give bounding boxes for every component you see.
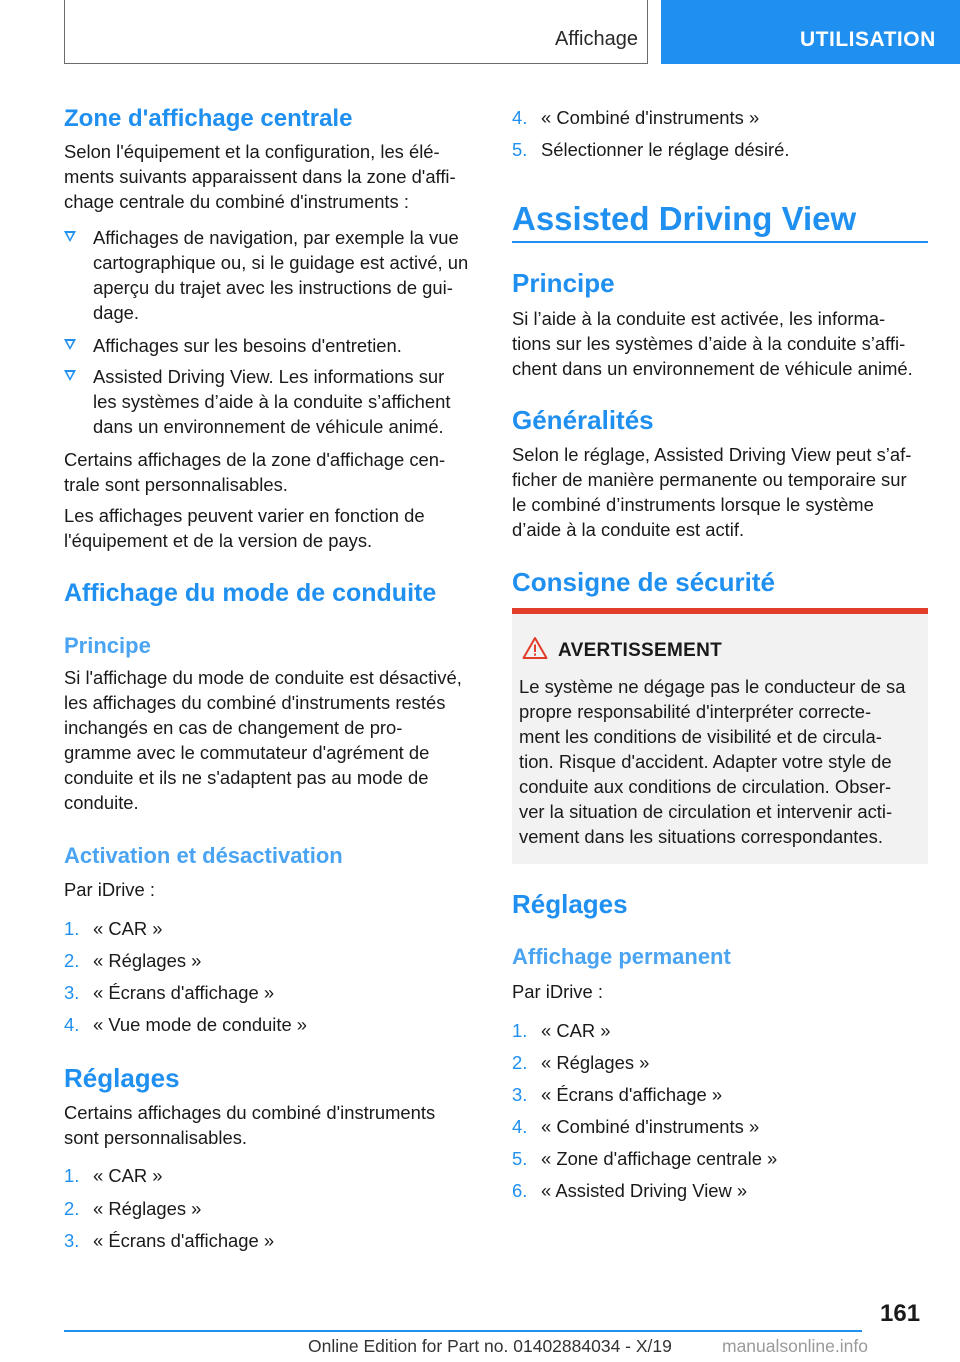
step-number: 1. (512, 1020, 528, 1041)
heading-principe: Principe (512, 268, 615, 298)
bullet-triangle-icon (64, 231, 76, 242)
paragraph-principe: Si l'affichage du mode de conduite est désactivé, les affichages du combiné d'instruments restés inchangés en cas de changement de pro- gramme avec le commutateur d'agrément de conduite et ils ne s'adaptent pas au mode de conduite. (64, 667, 462, 813)
list-item-text: Affichages sur les besoins d'entretien. (93, 335, 402, 356)
step-text: « CAR » (93, 1165, 163, 1186)
step-number: 4. (512, 107, 528, 128)
step-number: 3. (64, 982, 80, 1003)
step-number: 3. (512, 1084, 528, 1105)
list-item (512, 1018, 928, 1043)
step-number: 2. (512, 1052, 528, 1073)
step-text: « Écrans d'affichage » (93, 982, 275, 1003)
list-item (64, 948, 480, 973)
heading-generalites: Généralités (512, 405, 654, 435)
paragraph-zone: Selon l'équipement et la configuration, les élé- ments suivants apparaissent dans la zone d'affi- chage centrale du combiné d'instruments : (64, 141, 456, 212)
footer-edition: Online Edition for Part no. 01402884034 - X/19 (308, 1336, 672, 1356)
list-item (64, 225, 480, 325)
step-text: « Assisted Driving View » (541, 1180, 748, 1201)
step-text: Sélectionner le réglage désiré. (541, 139, 790, 160)
bullet-triangle-icon (64, 370, 76, 381)
warning-text: Le système ne dégage pas le conducteur de sa propre responsabilité d'interpréter correcte- ment les conditions de visibilité et de circula- tion. Risque d'accident. Adapter votre style de conduite aux conditions de circulation. Obser- ver la situation de circulation et intervenir acti- vement dans les situations correspondantes. (519, 676, 906, 847)
step-number: 6. (512, 1180, 528, 1201)
paragraph-generalites: Selon le réglage, Assisted Driving View peut s’af- ficher de manière permanente ou temporaire sur le combiné d’instruments lorsque le système d’aide à la conduite est actif. (512, 444, 912, 540)
step-number: 1. (64, 918, 80, 939)
heading-rule (512, 241, 928, 243)
paragraph-idrive: Par iDrive : (512, 981, 603, 1002)
list-item (64, 1163, 480, 1188)
warning-title: AVERTISSEMENT (558, 640, 723, 661)
list-item (512, 1114, 928, 1139)
list-item (512, 137, 928, 162)
heading-activation: Activation et désactivation (64, 843, 343, 868)
header-section-title: Affichage (554, 28, 638, 50)
list-item-text: Assisted Driving View. Les informations sur les systèmes d’aide à la conduite s’affichent dans un environnement de véhicule animé. (93, 366, 451, 437)
list-item (64, 1012, 480, 1037)
heading-assisted-driving-view: Assisted Driving View (512, 200, 857, 237)
list-item (512, 1050, 928, 1075)
header-chapter-tab: UTILISATION (661, 0, 960, 64)
bullet-triangle-icon (64, 339, 76, 350)
list-item (64, 364, 480, 439)
warning-box (512, 608, 928, 864)
step-text: « Combiné d'instruments » (541, 1116, 760, 1137)
heading-principe: Principe (64, 633, 151, 658)
step-text: « CAR » (93, 918, 163, 939)
heading-zone-affichage: Zone d'affichage centrale (64, 105, 353, 132)
list-item (512, 1178, 928, 1203)
step-number: 5. (512, 1148, 528, 1169)
page-number: 161 (880, 1300, 921, 1327)
step-text: « Réglages » (93, 1198, 202, 1219)
list-item (64, 1228, 480, 1253)
step-number: 4. (512, 1116, 528, 1137)
step-text: « Écrans d'affichage » (93, 1230, 275, 1251)
watermark: manualsonline.info (722, 1336, 868, 1356)
step-text: « Zone d'affichage centrale » (541, 1148, 778, 1169)
heading-reglages: Réglages (64, 1063, 180, 1093)
list-item (64, 980, 480, 1005)
list-item (512, 1146, 928, 1171)
footer-rule (64, 1330, 862, 1332)
list-item (64, 916, 480, 941)
heading-consigne: Consigne de sécurité (512, 567, 775, 597)
step-text: « CAR » (541, 1020, 611, 1041)
step-number: 5. (512, 139, 528, 160)
step-text: « Réglages » (93, 950, 202, 971)
step-text: « Vue mode de conduite » (93, 1014, 308, 1035)
list-item-text: Affichages de navigation, par exemple la vue cartographique ou, si le guidage est activé, un aperçu du trajet avec les instructions de gui- dage. (93, 227, 469, 323)
list-item (512, 105, 928, 130)
list-item (64, 333, 480, 358)
heading-reglages: Réglages (512, 889, 628, 919)
step-number: 2. (64, 1198, 80, 1219)
step-text: « Combiné d'instruments » (541, 107, 760, 128)
step-number: 4. (64, 1014, 80, 1035)
list-item (512, 1082, 928, 1107)
heading-affichage-permanent: Affichage permanent (512, 944, 731, 969)
list-item (64, 1196, 480, 1221)
step-text: « Réglages » (541, 1052, 650, 1073)
paragraph-certains: Certains affichages de la zone d'affichage cen- trale sont personnalisables. (64, 449, 446, 495)
paragraph-idrive: Par iDrive : (64, 879, 155, 900)
step-number: 1. (64, 1165, 80, 1186)
heading-mode-conduite: Affichage du mode de conduite (64, 579, 437, 607)
step-text: « Écrans d'affichage » (541, 1084, 723, 1105)
paragraph-principe: Si l’aide à la conduite est activée, les informa- tions sur les systèmes d’aide à la conduite s’affi- chent dans un environnement de véhicule animé. (512, 308, 913, 379)
paragraph-reglages: Certains affichages du combiné d'instruments sont personnalisables. (64, 1102, 436, 1148)
paragraph-varier: Les affichages peuvent varier en fonction de l'équipement et de la version de pays. (64, 505, 425, 551)
warning-triangle-icon (522, 636, 548, 660)
step-number: 2. (64, 950, 80, 971)
step-number: 3. (64, 1230, 80, 1251)
